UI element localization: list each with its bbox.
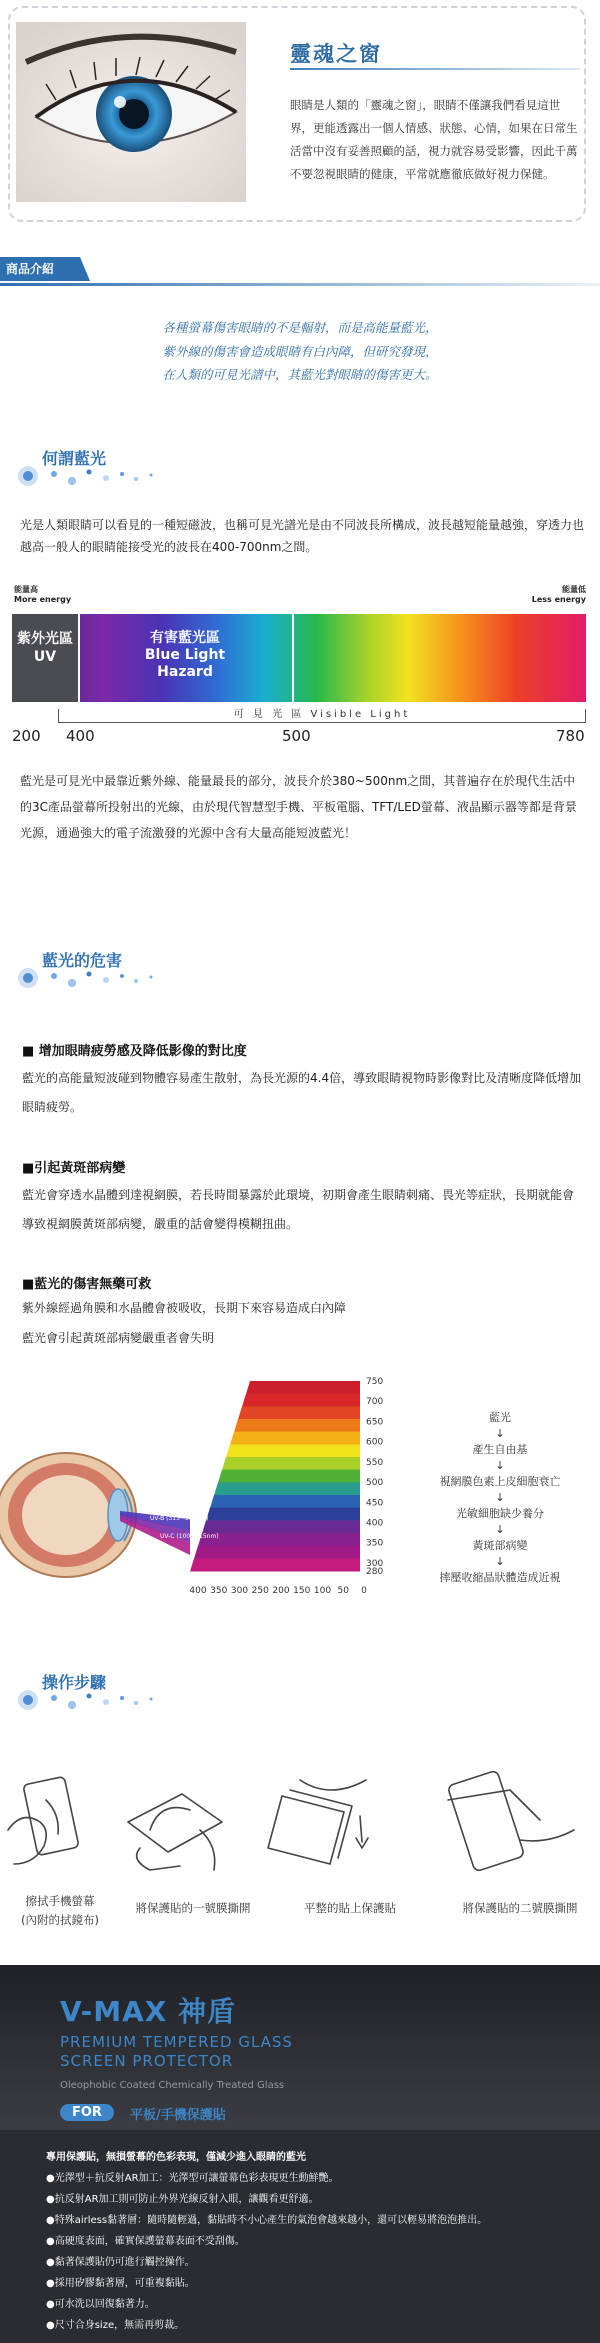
feature-list (46, 2147, 586, 2336)
energy-low-label (532, 585, 586, 605)
wavelength-band (206, 1508, 360, 1521)
eye-cross-section (0, 1453, 136, 1577)
brand-tagline: Oleophobic Coated Chemically Treated Glass (60, 2080, 285, 2091)
hazard-heading-2: ■引起黃斑部病變 (22, 1161, 126, 1176)
y-tick-label: 350 (366, 1538, 384, 1549)
flow-step: 光敏細胞缺少養分 (456, 1507, 544, 1520)
x-tick-label: 400 (189, 1586, 207, 1596)
brand-line-1: PREMIUM TEMPERED GLASS (60, 2033, 293, 2051)
flow-step: 藍光 (489, 1411, 511, 1424)
divider (0, 283, 600, 286)
feature-item: ●可水洗以回復黏著力。 (46, 2299, 155, 2310)
intro-quote (0, 316, 600, 387)
step-caption: 擦拭手機螢幕 (內附的拭鏡布) (21, 1894, 99, 1927)
uvc-label: UV-C (100~315nm) (160, 1533, 219, 1540)
flow-step: 黃斑部病變 (472, 1539, 528, 1552)
section-title-blue-light: 何謂藍光 (42, 449, 107, 468)
feature-item: ●採用矽膠黏著層，可重複黏貼。 (46, 2278, 195, 2289)
damage-flow (420, 1410, 580, 1586)
feature-item: ●抗反射AR加工則可防止外界光線反射入眼，讓觀看更舒適。 (46, 2194, 319, 2205)
y-tick-label: 300 (366, 1558, 384, 1569)
wavelength-400: 400 (66, 727, 95, 745)
y-tick-label: 280 (366, 1567, 384, 1577)
hazard-heading-3: ■藍光的傷害無藥可救 (22, 1277, 152, 1292)
x-tick-label: 50 (337, 1586, 349, 1596)
wavelength-200: 200 (12, 727, 41, 745)
flow-step: 視網膜色素上皮細胞衰亡 (439, 1475, 561, 1488)
wavelength-band (214, 1482, 360, 1495)
energy-high-label (14, 585, 71, 605)
blue-hazard-text: 有害藍光區 (150, 630, 220, 646)
step-caption: 將保護貼的二號膜撕開 (462, 1901, 578, 1915)
feature-item: ●尺寸合身size，無需再剪裁。 (46, 2320, 185, 2331)
brand-title: V-MAX 神盾 (60, 1995, 237, 2028)
hazard-text-3a: 紫外線經過角膜和水晶體會被吸收，長期下來容易造成白內障 (22, 1301, 347, 1315)
x-tick-label: 250 (251, 1586, 269, 1596)
wavelength-band (190, 1558, 360, 1571)
blue-hazard-text-en2: Hazard (157, 664, 213, 680)
arrow-down-icon: ↓ (495, 1427, 505, 1440)
wavelength-band (238, 1406, 360, 1419)
y-tick-label: 400 (366, 1518, 384, 1529)
hazard-heading-1: ■ 增加眼睛疲勞感及降低影像的對比度 (22, 1044, 247, 1059)
uvb-label: UV-B (315~380nm) (150, 1515, 209, 1522)
hero-card (8, 6, 586, 222)
wavelength-band (218, 1470, 360, 1483)
wipe-screen-icon (8, 1776, 79, 1864)
hero-title: 靈魂之窗 (290, 38, 382, 68)
for-badge: FOR (60, 2104, 114, 2121)
wavelength-band (202, 1520, 360, 1533)
x-tick-label: 0 (361, 1586, 367, 1596)
y-tick-label: 600 (366, 1437, 384, 1448)
peel-second-film-icon (447, 1770, 574, 1872)
apply-protector-icon (268, 1780, 368, 1864)
step-caption: 平整的貼上保護貼 (304, 1901, 396, 1915)
section-title-hazards: 藍光的危害 (42, 951, 123, 970)
y-tick-label: 500 (366, 1478, 384, 1489)
uva-label: UV-A (380~420nm) (150, 1497, 209, 1504)
hazard-text-2: 藍光會穿透水晶體到達視網膜，若長時間暴露於此環境，初期會產生眼睛刺痛、畏光等症狀，長期就能會導致視網膜黃斑部病變，嚴重的話會變得模糊扭曲。 (22, 1188, 575, 1231)
brand-subtitle (60, 2033, 293, 2071)
blue-light-body: 藍光是可見光中最靠近紫外線、能量最長的部分，波長介於380~500nm之間，其普遍存在於現代生活中的3C產品螢幕所投射出的光線，由於現代智慧型手機、平板電腦、TFT/LED螢幕、液晶顯示器等都是背景光源，通過強大的電子流激發的光源中含有大量高能短波藍光！ (20, 774, 577, 840)
for-label: 平板/手機保護貼 (130, 2108, 226, 2123)
feature-item: ●高硬度表面，確實保護螢幕表面不受刮傷。 (46, 2236, 245, 2247)
wavelength-band (242, 1394, 360, 1407)
eye-image (16, 22, 246, 202)
arrow-down-icon: ↓ (495, 1459, 505, 1472)
energy-low-text-en: Less energy (531, 595, 586, 604)
wavelength-band (194, 1546, 360, 1559)
arrow-down-icon: ↓ (495, 1523, 505, 1536)
flow-step: 產生自由基 (472, 1443, 528, 1456)
wavelength-band (226, 1444, 360, 1457)
peel-film-icon (128, 1794, 222, 1870)
wavelength-band (222, 1457, 360, 1470)
section-title-steps: 操作步驟 (42, 1673, 107, 1692)
x-tick-label: 350 (210, 1586, 228, 1596)
x-tick-label: 150 (293, 1586, 311, 1596)
wavelength-780: 780 (556, 727, 585, 745)
flow-step: 摔壓收縮晶狀體造成近視 (439, 1571, 561, 1584)
feature-item: ●黏著保護貼仍可進行觸控操作。 (46, 2257, 195, 2268)
quote-line: 紫外線的傷害會造成眼睛有白內障，但研究發現， (162, 343, 438, 359)
y-tick-label: 450 (366, 1498, 384, 1509)
uv-region-text: 紫外光區 (17, 631, 73, 647)
x-tick-label: 100 (313, 1586, 332, 1596)
arrow-down-icon: ↓ (495, 1555, 505, 1568)
quote-line: 各種螢幕傷害眼睛的不是輻射，而是高能量藍光， (162, 320, 438, 335)
blue-light-intro: 光是人類眼睛可以看見的一種短磁波，也稱可見光譜光是由不同波長所構成，波長越短能量越強，穿透力也越高一般人的眼睛能接受光的波長在400-700nm之間。 (20, 518, 585, 554)
energy-high-text: 能量高 (14, 585, 38, 594)
arrow-down-icon: ↓ (495, 1491, 505, 1504)
wavelength-band (230, 1432, 360, 1445)
wavelength-500: 500 (282, 727, 311, 745)
feature-item: ●特殊airless黏著層：隨時隨輕過，黏貼時不小心產生的氣泡會越來越小，還可以輕易將泡泡推出。 (46, 2215, 488, 2226)
blue-hazard-label (80, 630, 290, 681)
step-caption: 將保護貼的一號膜撕開 (135, 1901, 251, 1915)
wavelength-band (234, 1419, 360, 1432)
install-steps-illustration (0, 1760, 600, 1880)
blue-hazard-text-en: Blue Light (144, 647, 226, 663)
feature-item: 專用保護貼，無損螢幕的色彩表現，僅減少進入眼睛的藍光 (46, 2152, 306, 2163)
uv-region-label (12, 630, 78, 666)
y-tick-label: 650 (366, 1417, 384, 1428)
brand-line-2: SCREEN PROTECTOR (60, 2052, 234, 2070)
y-tick-label: 700 (366, 1397, 384, 1408)
energy-low-text: 能量低 (562, 585, 586, 594)
hazard-text-1: 藍光的高能量短波碰到物體容易產生散射，為長光源的4.4倍，導致眼睛視物時影像對比及清晰度降低增加眼睛疲勞。 (22, 1071, 582, 1114)
quote-line: 在人類的可見光譜中，其藍光對眼睛的傷害更大。 (162, 367, 438, 382)
y-tick-label: 750 (366, 1377, 384, 1387)
visible-light-bracket: 可 見 光 區 Visible Light (58, 709, 586, 723)
wavelength-band (246, 1381, 360, 1394)
feature-item: ●光澤型＋抗反射AR加工：光澤型可讓螢幕色彩表現更生動鮮艷。 (46, 2173, 339, 2184)
uv-region-text-en: UV (33, 649, 57, 665)
product-intro-tab: 商品介紹 (0, 257, 80, 281)
y-tick-label: 550 (366, 1457, 384, 1468)
hero-text: 眼睛是人類的「靈魂之窗」，眼睛不僅讓我們看見這世界，更能透露出一個人情感、狀態、心情，如果在日常生活當中沒有妥善照顧的話，視力就容易受影響，因此千萬不要忽視眼睛的健康，平常就應徹底做好視力保健。 (290, 98, 578, 181)
hazard-text-3b: 藍光會引起黃斑部病變嚴重者會失明 (22, 1331, 215, 1345)
energy-high-text-en: More energy (14, 595, 72, 604)
x-tick-label: 200 (272, 1586, 290, 1596)
wavelength-band (198, 1533, 360, 1546)
wavelength-band (210, 1495, 360, 1508)
x-tick-label: 300 (230, 1586, 249, 1596)
